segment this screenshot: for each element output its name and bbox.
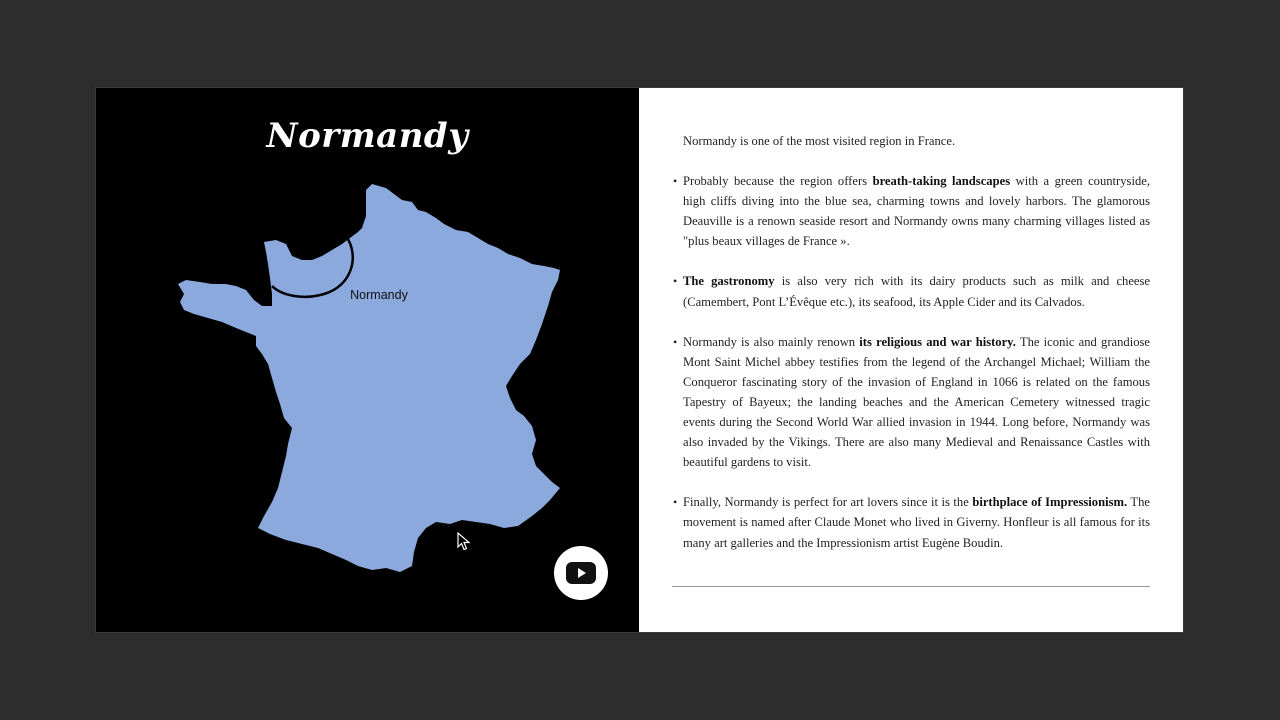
bullet-impressionism: • Finally, Normandy is perfect for art lovers since it is the birthplace of Impressionism. The movement is named after Claude Monet who lived in Giverny. Honfleur is all famous for its many art galleries and the Impressionism artist Eugène Boudin. [683,492,1150,552]
bullet-landscapes: • Probably because the region offers breath-taking landscapes with a green countryside, high cliffs diving into the blue sea, charming towns and lovely harbors. The glamorous Deauville is a renown seaside resort and Normandy owns many charming villages listed as "plus beaux villages de France ». [683,171,1150,251]
youtube-play-icon [566,562,596,584]
normandy-map-label: Normandy [350,288,408,302]
text-panel [639,88,1183,632]
map-panel [96,88,639,632]
mouse-cursor-icon [457,532,471,552]
map-title: Normandy [266,116,469,156]
france-country-shape [178,184,560,572]
bullet-gastronomy: • The gastronomy is also very rich with its dairy products such as milk and cheese (Camembert, Pont L’Évêque etc.), its seafood, its Apple Cider and its Calvados. [683,271,1150,311]
description-text [683,131,1150,553]
bullet-list [683,171,1150,553]
intro-paragraph: Normandy is one of the most visited region in France. [683,134,956,148]
france-map [96,88,639,632]
divider [672,586,1150,587]
slide [96,88,1183,632]
bullet-history: • Normandy is also mainly renown its religious and war history. The iconic and grandiose Mont Saint Michel abbey testifies from the legend of the Archangel Michael; William the Conqueror fascinating story of the invasion of England in 1066 is related on the famous Tapestry of Bayeux; the landing beaches and the American Cemetery witnessed tragic events during the Second World War allied invasion in 1944. Long before, Normandy was also invaded by the Vikings. There are also many Medieval and Renaissance Castles with beautiful gardens to visit. [683,332,1150,473]
video-play-button[interactable] [554,546,608,600]
